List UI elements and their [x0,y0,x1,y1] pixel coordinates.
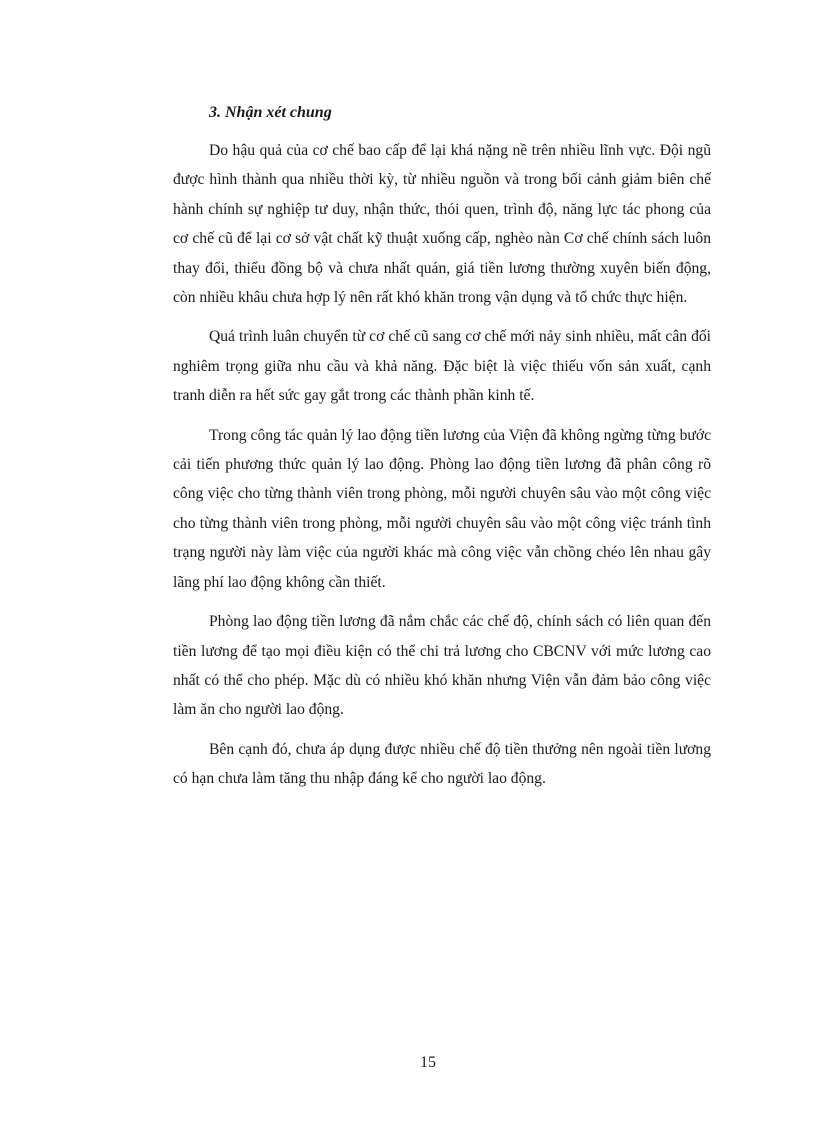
paragraph-5: Bên cạnh đó, chưa áp dụng được nhiều chế độ tiền thưởng nên ngoài tiền lương có hạn chưa làm tăng thu nhập đáng kể cho người lao động. [173,740,711,788]
paragraph-2: Quá trình luân chuyển từ cơ chế cũ sang cơ chế mới nảy sinh nhiều, mất cân đối nghiêm trọng giữa nhu cầu và khả năng. Đặc biệt là việc thiếu vốn sản xuất, cạnh tranh diễn ra hết sức gay gắt trong các thành phần kinh tế. [173,328,711,405]
paragraph-1: Do hậu quả của cơ chế bao cấp để lại khá nặng nề trên nhiều lĩnh vực. Đội ngũ được hình thành qua nhiều thời kỳ, từ nhiều nguồn và trong bối cảnh giảm biên chế hành chính sự nghiệp tư duy, nhận thức, thói quen, trình độ, năng lực tác phong của cơ chế cũ để lại cơ sở vật chất kỹ thuật xuống cấp, nghèo nàn Cơ chế chính sách luôn thay đổi, thiếu đồng bộ và chưa nhất quán, giá tiền lương thường xuyên biến động, còn nhiều khâu chưa hợp lý nên rất khó khăn trong vận dụng và tổ chức thực hiện. [173,142,711,307]
page-content [173,98,711,794]
paragraph-4: Phòng lao động tiền lương đã nắm chắc các chế độ, chính sách có liên quan đến tiền lương để tạo mọi điều kiện có thể chi trả lương cho CBCNV với mức lương cao nhất có thể cho phép. Mặc dù có nhiều khó khăn nhưng Viện vẫn đảm bảo công việc làm ăn cho người lao động. [173,613,711,719]
page-number: 15 [420,1054,436,1071]
paragraph-3: Trong công tác quản lý lao động tiền lương của Viện đã không ngừng từng bước cải tiến phương thức quản lý lao động. Phòng lao động tiền lương đã phân công rõ công việc cho từng thành viên trong phòng, mỗi người chuyên sâu vào một công việc cho từng thành viên trong phòng, mỗi người chuyên sâu vào một công việc tránh tình trạng người này làm việc của người khác mà công việc vẫn chồng chéo lên nhau gây lãng phí lao động không cần thiết. [173,426,711,591]
section-heading: 3. Nhận xét chung [209,104,332,121]
